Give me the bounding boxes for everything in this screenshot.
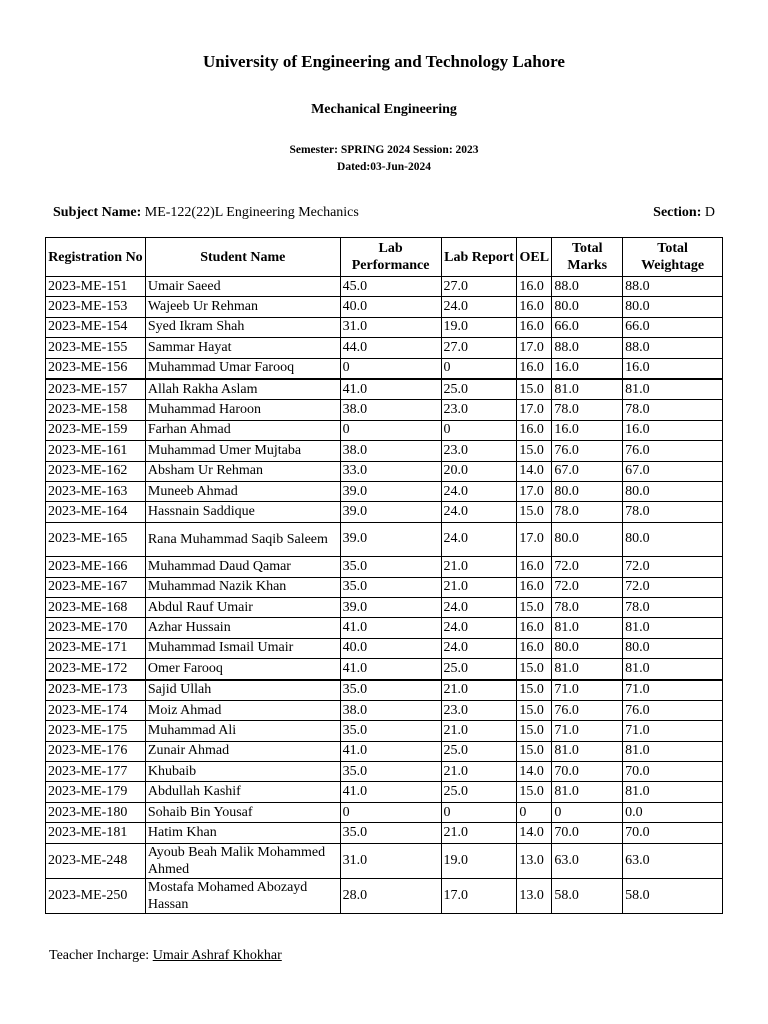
section-label: Section: <box>653 205 702 220</box>
student-name-cell: Moiz Ahmad <box>145 700 340 720</box>
student-name-cell: Ayoub Beah Malik Mohammed Ahmed <box>145 843 340 878</box>
lab-report-cell: 21.0 <box>441 762 517 782</box>
total-weightage-cell: 67.0 <box>623 461 723 481</box>
total-marks-cell: 72.0 <box>552 557 623 577</box>
lab-performance-cell: 41.0 <box>340 618 441 638</box>
total-marks-cell: 88.0 <box>552 277 623 297</box>
student-name-cell: Muhammad Ali <box>145 721 340 741</box>
lab-performance-cell: 0 <box>340 802 441 822</box>
table-row <box>46 522 723 557</box>
registration-no-cell: 2023-ME-180 <box>46 802 146 822</box>
university-title: University of Engineering and Technology Lahore <box>203 52 565 71</box>
student-name-cell: Azhar Hussain <box>145 618 340 638</box>
total-weightage-cell: 63.0 <box>623 843 723 878</box>
table-row <box>46 700 723 720</box>
lab-report-cell: 25.0 <box>441 379 517 400</box>
table-row <box>46 638 723 658</box>
total-marks-cell: 70.0 <box>552 823 623 843</box>
registration-no-cell: 2023-ME-165 <box>46 522 146 557</box>
oel-cell: 13.0 <box>517 878 552 913</box>
student-name-cell: Wajeeb Ur Rehman <box>145 297 340 317</box>
registration-no-cell: 2023-ME-159 <box>46 420 146 440</box>
total-weightage-cell: 80.0 <box>623 638 723 658</box>
registration-no-cell: 2023-ME-162 <box>46 461 146 481</box>
lab-performance-cell: 39.0 <box>340 502 441 522</box>
lab-performance-cell: 41.0 <box>340 782 441 802</box>
total-marks-cell: 66.0 <box>552 317 623 337</box>
total-marks-cell: 71.0 <box>552 721 623 741</box>
teacher-incharge <box>49 948 282 964</box>
oel-cell: 16.0 <box>517 420 552 440</box>
table-row <box>46 618 723 638</box>
lab-report-cell: 25.0 <box>441 659 517 680</box>
total-marks-cell: 80.0 <box>552 297 623 317</box>
total-weightage-cell: 81.0 <box>623 618 723 638</box>
total-weightage-cell: 76.0 <box>623 700 723 720</box>
student-name-cell: Muhammad Ismail Umair <box>145 638 340 658</box>
total-weightage-cell: 80.0 <box>623 481 723 501</box>
lab-report-cell: 24.0 <box>441 597 517 617</box>
lab-report-cell: 19.0 <box>441 317 517 337</box>
registration-no-cell: 2023-ME-155 <box>46 338 146 358</box>
registration-no-cell: 2023-ME-179 <box>46 782 146 802</box>
total-weightage-cell: 72.0 <box>623 577 723 597</box>
header-total-weightage: Total Weightage <box>623 238 723 277</box>
total-weightage-cell: 78.0 <box>623 502 723 522</box>
student-name-cell: Sammar Hayat <box>145 338 340 358</box>
total-marks-cell: 0 <box>552 802 623 822</box>
lab-report-cell: 27.0 <box>441 277 517 297</box>
subject-label: Subject Name: <box>53 205 142 220</box>
header-total-marks: Total Marks <box>552 238 623 277</box>
lab-performance-cell: 0 <box>340 420 441 440</box>
header-student-name: Student Name <box>145 238 340 277</box>
table-row <box>46 762 723 782</box>
total-marks-cell: 78.0 <box>552 400 623 420</box>
student-name-cell: Umair Saeed <box>145 277 340 297</box>
total-marks-cell: 88.0 <box>552 338 623 358</box>
total-marks-cell: 78.0 <box>552 502 623 522</box>
total-weightage-cell: 70.0 <box>623 762 723 782</box>
total-marks-cell: 72.0 <box>552 577 623 597</box>
lab-report-cell: 21.0 <box>441 823 517 843</box>
lab-performance-cell: 41.0 <box>340 741 441 761</box>
oel-cell: 15.0 <box>517 782 552 802</box>
table-row <box>46 461 723 481</box>
lab-performance-cell: 35.0 <box>340 721 441 741</box>
total-marks-cell: 76.0 <box>552 700 623 720</box>
lab-performance-cell: 28.0 <box>340 878 441 913</box>
total-weightage-cell: 72.0 <box>623 557 723 577</box>
registration-no-cell: 2023-ME-250 <box>46 878 146 913</box>
total-weightage-cell: 88.0 <box>623 338 723 358</box>
table-row <box>46 358 723 379</box>
registration-no-cell: 2023-ME-167 <box>46 577 146 597</box>
subject-name <box>53 205 359 221</box>
total-marks-cell: 80.0 <box>552 638 623 658</box>
section-value: D <box>704 205 715 220</box>
registration-no-cell: 2023-ME-158 <box>46 400 146 420</box>
registration-no-cell: 2023-ME-173 <box>46 680 146 701</box>
table-row <box>46 597 723 617</box>
teacher-label: Teacher Incharge: <box>49 948 150 963</box>
table-row <box>46 338 723 358</box>
total-weightage-cell: 80.0 <box>623 297 723 317</box>
table-row <box>46 297 723 317</box>
student-name-cell: Syed Ikram Shah <box>145 317 340 337</box>
lab-performance-cell: 40.0 <box>340 297 441 317</box>
student-name-cell: Allah Rakha Aslam <box>145 379 340 400</box>
marks-table <box>45 237 723 914</box>
lab-performance-cell: 39.0 <box>340 481 441 501</box>
registration-no-cell: 2023-ME-151 <box>46 277 146 297</box>
registration-no-cell: 2023-ME-157 <box>46 379 146 400</box>
total-weightage-cell: 88.0 <box>623 277 723 297</box>
student-name-cell: Farhan Ahmad <box>145 420 340 440</box>
registration-no-cell: 2023-ME-175 <box>46 721 146 741</box>
table-row <box>46 317 723 337</box>
total-marks-cell: 71.0 <box>552 680 623 701</box>
registration-no-cell: 2023-ME-163 <box>46 481 146 501</box>
lab-report-cell: 21.0 <box>441 721 517 741</box>
total-marks-cell: 81.0 <box>552 782 623 802</box>
dated-line: Dated:03-Jun-2024 <box>337 161 431 173</box>
table-row <box>46 441 723 461</box>
section <box>653 205 715 221</box>
lab-performance-cell: 40.0 <box>340 638 441 658</box>
student-name-cell: Omer Farooq <box>145 659 340 680</box>
total-weightage-cell: 81.0 <box>623 659 723 680</box>
oel-cell: 16.0 <box>517 297 552 317</box>
oel-cell: 17.0 <box>517 400 552 420</box>
student-name-cell: Hatim Khan <box>145 823 340 843</box>
total-marks-cell: 81.0 <box>552 379 623 400</box>
lab-report-cell: 21.0 <box>441 680 517 701</box>
oel-cell: 15.0 <box>517 659 552 680</box>
student-name-cell: Muhammad Haroon <box>145 400 340 420</box>
lab-performance-cell: 41.0 <box>340 379 441 400</box>
lab-report-cell: 24.0 <box>441 297 517 317</box>
registration-no-cell: 2023-ME-248 <box>46 843 146 878</box>
lab-performance-cell: 38.0 <box>340 400 441 420</box>
total-weightage-cell: 71.0 <box>623 680 723 701</box>
total-weightage-cell: 81.0 <box>623 379 723 400</box>
oel-cell: 16.0 <box>517 638 552 658</box>
lab-report-cell: 0 <box>441 358 517 379</box>
oel-cell: 16.0 <box>517 358 552 379</box>
table-row <box>46 680 723 701</box>
registration-no-cell: 2023-ME-156 <box>46 358 146 379</box>
student-name-cell: Khubaib <box>145 762 340 782</box>
oel-cell: 15.0 <box>517 680 552 701</box>
total-weightage-cell: 70.0 <box>623 823 723 843</box>
oel-cell: 16.0 <box>517 317 552 337</box>
total-weightage-cell: 71.0 <box>623 721 723 741</box>
total-marks-cell: 58.0 <box>552 878 623 913</box>
table-row <box>46 557 723 577</box>
table-row <box>46 782 723 802</box>
registration-no-cell: 2023-ME-164 <box>46 502 146 522</box>
oel-cell: 15.0 <box>517 721 552 741</box>
total-marks-cell: 81.0 <box>552 618 623 638</box>
registration-no-cell: 2023-ME-177 <box>46 762 146 782</box>
oel-cell: 15.0 <box>517 597 552 617</box>
lab-performance-cell: 45.0 <box>340 277 441 297</box>
lab-report-cell: 23.0 <box>441 400 517 420</box>
header-oel: OEL <box>517 238 552 277</box>
table-row <box>46 400 723 420</box>
header-registration-no: Registration No <box>46 238 146 277</box>
lab-report-cell: 19.0 <box>441 843 517 878</box>
registration-no-cell: 2023-ME-181 <box>46 823 146 843</box>
teacher-name: Umair Ashraf Khokhar <box>152 948 282 963</box>
lab-report-cell: 24.0 <box>441 502 517 522</box>
table-row <box>46 659 723 680</box>
oel-cell: 17.0 <box>517 338 552 358</box>
total-weightage-cell: 0.0 <box>623 802 723 822</box>
lab-report-cell: 24.0 <box>441 618 517 638</box>
oel-cell: 14.0 <box>517 823 552 843</box>
total-weightage-cell: 81.0 <box>623 782 723 802</box>
lab-performance-cell: 31.0 <box>340 317 441 337</box>
student-name-cell: Abdullah Kashif <box>145 782 340 802</box>
table-row <box>46 823 723 843</box>
lab-report-cell: 25.0 <box>441 782 517 802</box>
semester-line: Semester: SPRING 2024 Session: 2023 <box>289 144 479 156</box>
total-weightage-cell: 16.0 <box>623 358 723 379</box>
total-marks-cell: 81.0 <box>552 741 623 761</box>
oel-cell: 13.0 <box>517 843 552 878</box>
total-weightage-cell: 80.0 <box>623 522 723 557</box>
lab-performance-cell: 44.0 <box>340 338 441 358</box>
oel-cell: 0 <box>517 802 552 822</box>
lab-report-cell: 0 <box>441 420 517 440</box>
oel-cell: 14.0 <box>517 762 552 782</box>
lab-report-cell: 17.0 <box>441 878 517 913</box>
student-name-cell: Muhammad Umar Farooq <box>145 358 340 379</box>
lab-report-cell: 21.0 <box>441 577 517 597</box>
lab-performance-cell: 38.0 <box>340 700 441 720</box>
lab-report-cell: 0 <box>441 802 517 822</box>
total-marks-cell: 81.0 <box>552 659 623 680</box>
total-marks-cell: 63.0 <box>552 843 623 878</box>
table-row <box>46 721 723 741</box>
oel-cell: 16.0 <box>517 577 552 597</box>
student-name-cell: Mostafa Mohamed Abozayd Hassan <box>145 878 340 913</box>
student-name-cell: Absham Ur Rehman <box>145 461 340 481</box>
oel-cell: 16.0 <box>517 277 552 297</box>
oel-cell: 15.0 <box>517 741 552 761</box>
table-row <box>46 741 723 761</box>
registration-no-cell: 2023-ME-166 <box>46 557 146 577</box>
registration-no-cell: 2023-ME-171 <box>46 638 146 658</box>
student-name-cell: Sohaib Bin Yousaf <box>145 802 340 822</box>
total-marks-cell: 78.0 <box>552 597 623 617</box>
lab-report-cell: 21.0 <box>441 557 517 577</box>
registration-no-cell: 2023-ME-161 <box>46 441 146 461</box>
lab-report-cell: 25.0 <box>441 741 517 761</box>
total-weightage-cell: 16.0 <box>623 420 723 440</box>
lab-performance-cell: 39.0 <box>340 597 441 617</box>
registration-no-cell: 2023-ME-176 <box>46 741 146 761</box>
total-weightage-cell: 66.0 <box>623 317 723 337</box>
student-name-cell: Zunair Ahmad <box>145 741 340 761</box>
lab-performance-cell: 33.0 <box>340 461 441 481</box>
table-row <box>46 379 723 400</box>
student-name-cell: Muneeb Ahmad <box>145 481 340 501</box>
student-name-cell: Sajid Ullah <box>145 680 340 701</box>
total-weightage-cell: 78.0 <box>623 400 723 420</box>
oel-cell: 15.0 <box>517 379 552 400</box>
lab-performance-cell: 31.0 <box>340 843 441 878</box>
registration-no-cell: 2023-ME-168 <box>46 597 146 617</box>
lab-performance-cell: 38.0 <box>340 441 441 461</box>
total-marks-cell: 76.0 <box>552 441 623 461</box>
lab-report-cell: 23.0 <box>441 700 517 720</box>
total-marks-cell: 80.0 <box>552 481 623 501</box>
oel-cell: 17.0 <box>517 481 552 501</box>
table-row <box>46 481 723 501</box>
lab-report-cell: 24.0 <box>441 638 517 658</box>
registration-no-cell: 2023-ME-170 <box>46 618 146 638</box>
student-name-cell: Muhammad Umer Mujtaba <box>145 441 340 461</box>
lab-report-cell: 23.0 <box>441 441 517 461</box>
table-header-row <box>46 238 723 277</box>
table-row <box>46 802 723 822</box>
department-title: Mechanical Engineering <box>311 102 457 117</box>
lab-performance-cell: 35.0 <box>340 577 441 597</box>
student-name-cell: Rana Muhammad Saqib Saleem <box>145 522 340 557</box>
student-name-cell: Muhammad Nazik Khan <box>145 577 340 597</box>
total-marks-cell: 67.0 <box>552 461 623 481</box>
lab-performance-cell: 39.0 <box>340 522 441 557</box>
registration-no-cell: 2023-ME-172 <box>46 659 146 680</box>
oel-cell: 17.0 <box>517 522 552 557</box>
table-row <box>46 878 723 913</box>
marks-table-body <box>46 277 723 914</box>
lab-performance-cell: 0 <box>340 358 441 379</box>
table-row <box>46 843 723 878</box>
oel-cell: 15.0 <box>517 441 552 461</box>
lab-performance-cell: 41.0 <box>340 659 441 680</box>
total-marks-cell: 16.0 <box>552 420 623 440</box>
lab-performance-cell: 35.0 <box>340 680 441 701</box>
header-lab-performance: Lab Performance <box>340 238 441 277</box>
table-row <box>46 502 723 522</box>
lab-report-cell: 27.0 <box>441 338 517 358</box>
oel-cell: 14.0 <box>517 461 552 481</box>
subject-value: ME-122(22)L Engineering Mechanics <box>144 205 359 220</box>
total-marks-cell: 16.0 <box>552 358 623 379</box>
lab-performance-cell: 35.0 <box>340 557 441 577</box>
lab-report-cell: 24.0 <box>441 481 517 501</box>
lab-report-cell: 24.0 <box>441 522 517 557</box>
lab-performance-cell: 35.0 <box>340 823 441 843</box>
total-weightage-cell: 81.0 <box>623 741 723 761</box>
registration-no-cell: 2023-ME-154 <box>46 317 146 337</box>
total-weightage-cell: 78.0 <box>623 597 723 617</box>
student-name-cell: Hassnain Saddique <box>145 502 340 522</box>
total-weightage-cell: 58.0 <box>623 878 723 913</box>
oel-cell: 15.0 <box>517 700 552 720</box>
student-name-cell: Muhammad Daud Qamar <box>145 557 340 577</box>
registration-no-cell: 2023-ME-153 <box>46 297 146 317</box>
registration-no-cell: 2023-ME-174 <box>46 700 146 720</box>
total-marks-cell: 80.0 <box>552 522 623 557</box>
lab-performance-cell: 35.0 <box>340 762 441 782</box>
table-row <box>46 277 723 297</box>
header-lab-report: Lab Report <box>441 238 517 277</box>
student-name-cell: Abdul Rauf Umair <box>145 597 340 617</box>
total-marks-cell: 70.0 <box>552 762 623 782</box>
table-row <box>46 577 723 597</box>
oel-cell: 16.0 <box>517 557 552 577</box>
oel-cell: 16.0 <box>517 618 552 638</box>
oel-cell: 15.0 <box>517 502 552 522</box>
total-weightage-cell: 76.0 <box>623 441 723 461</box>
table-row <box>46 420 723 440</box>
lab-report-cell: 20.0 <box>441 461 517 481</box>
